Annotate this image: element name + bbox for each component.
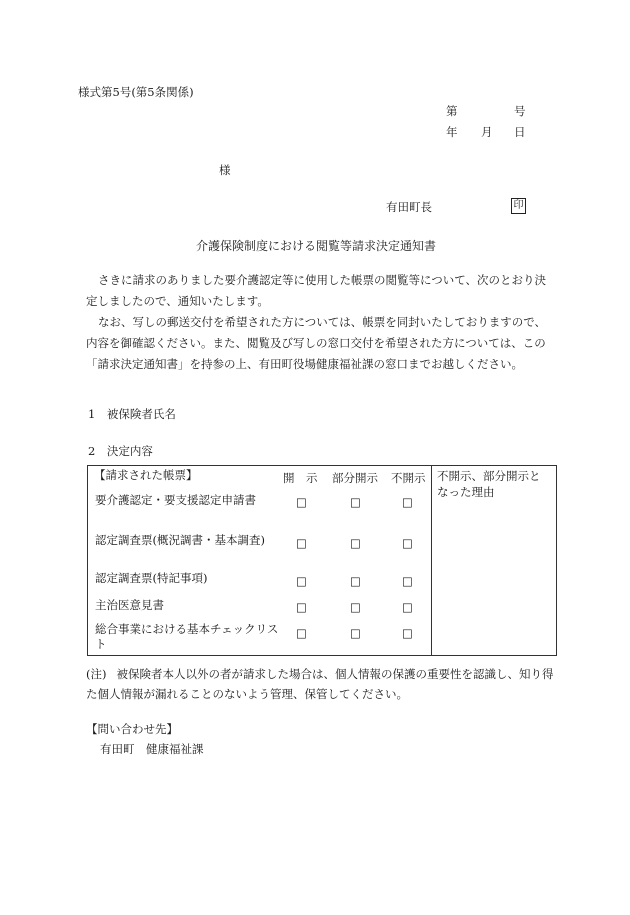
seal-mark: 印 (511, 197, 526, 214)
table-row-label: 総合事業における基本チェックリスト (95, 622, 279, 651)
issuer: 有田町長 (386, 200, 432, 214)
checkbox-disclose[interactable]: □ (296, 600, 307, 614)
note-text: 被保険者本人以外の者が請求した場合は、個人情報の保護の重要性を認識し、知り得た個人情報が漏れることのないよう管理、保管してください。 (86, 667, 554, 701)
column-header-disclose: 開 示 (283, 471, 318, 485)
checkbox-disclose[interactable]: □ (296, 574, 307, 588)
checkbox-nondisclose[interactable]: □ (402, 600, 413, 614)
table-row-label: 認定調査票(特記事項) (95, 571, 208, 585)
date-year: 年 (446, 125, 458, 139)
checkbox-partial[interactable]: □ (350, 626, 361, 640)
section-insured-name: 1 被保険者氏名 (88, 407, 176, 421)
date-month: 月 (481, 125, 493, 139)
checkbox-partial[interactable]: □ (350, 495, 361, 509)
checkbox-nondisclose[interactable]: □ (402, 574, 413, 588)
body-paragraph-1: さきに請求のありました要介護認定等に使用した帳票の閲覧等について、次のとおり決定しましたので、通知いたします。 (86, 273, 547, 308)
column-header-partial: 部分開示 (332, 471, 378, 485)
contact-dept: 有田町 健康福祉課 (100, 742, 204, 756)
checkbox-partial[interactable]: □ (350, 536, 361, 550)
date-day: 日 (514, 125, 526, 139)
table-header-docs: 【請求された帳票】 (94, 468, 198, 482)
checkbox-disclose[interactable]: □ (296, 626, 307, 640)
table-row-label: 要介護認定・要支援認定申請書 (95, 493, 256, 507)
column-header-nondisclose: 不開示 (391, 471, 426, 485)
reason-header: 不開示、部分開示となった理由 (437, 469, 541, 499)
reason-column-divider (431, 465, 432, 656)
doc-number-suffix: 号 (514, 104, 526, 118)
table-row-label: 認定調査票(概況調書・基本調査) (95, 533, 265, 547)
checkbox-partial[interactable]: □ (350, 600, 361, 614)
section-decision: 2 決定内容 (88, 444, 153, 458)
checkbox-disclose[interactable]: □ (296, 495, 307, 509)
addressee-suffix: 様 (219, 163, 231, 177)
checkbox-nondisclose[interactable]: □ (402, 626, 413, 640)
note-prefix: (注) (86, 667, 107, 681)
checkbox-nondisclose[interactable]: □ (402, 495, 413, 509)
page-title: 介護保険制度における閲覧等請求決定通知書 (196, 239, 437, 253)
contact-header: 【問い合わせ先】 (86, 722, 178, 736)
body-text (86, 270, 556, 375)
checkbox-nondisclose[interactable]: □ (402, 536, 413, 550)
note (86, 664, 561, 704)
table-row-label: 主治医意見書 (95, 598, 164, 612)
checkbox-disclose[interactable]: □ (296, 536, 307, 550)
checkbox-partial[interactable]: □ (350, 574, 361, 588)
body-paragraph-2: なお、写しの郵送交付を希望された方については、帳票を同封いたしておりますので、内容を御確認ください。また、閲覧及び写しの窓口交付を希望された方については、この「請求決定通知書」を持参の上、有田町役場健康福祉課の窓口までお越しください。 (86, 315, 547, 371)
doc-number-prefix: 第 (446, 104, 458, 118)
form-id: 様式第5号(第5条関係) (78, 85, 194, 99)
